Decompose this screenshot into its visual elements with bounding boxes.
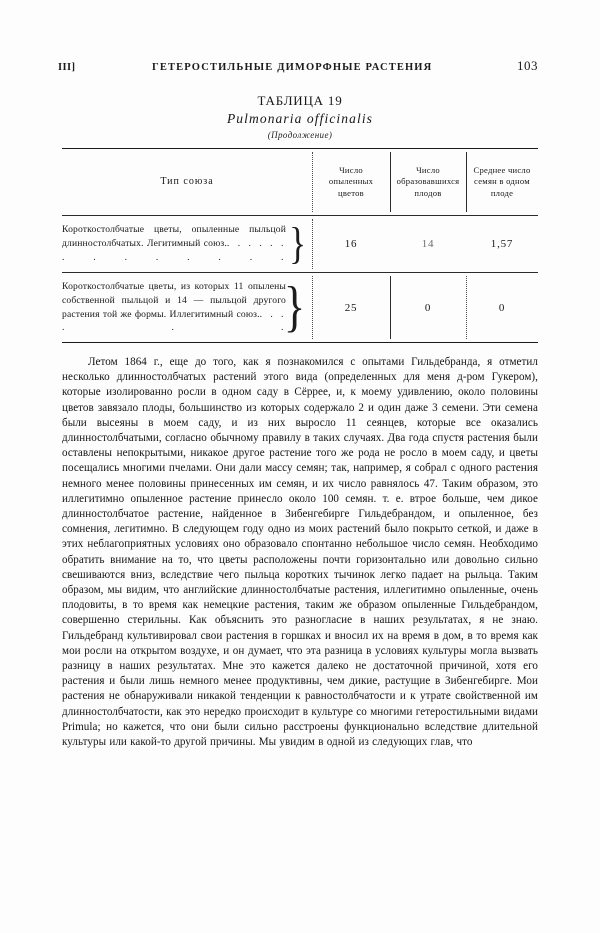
dot-leaders: . . . . . . . . . . . . . . [62, 237, 286, 263]
running-head-chapter-marker: III] [58, 62, 76, 73]
table-cell-pollinated-flowers: 25 [312, 273, 390, 343]
table-caption-block [62, 93, 538, 141]
table-header-label-description: Тип союза [160, 176, 214, 188]
table-header-row [62, 149, 538, 215]
running-head [58, 58, 538, 74]
table-header-label-pollinated-flowers: Число опыленных цветов [328, 164, 374, 198]
table-header-label-fruits-formed: Число образовавшихся плодов [396, 164, 460, 198]
table-row-description-label: Короткостолбчатые цветы, из которых 11 опылены собственной пыльцой и 14 — пыльцой другого растения той же формы. Иллегитимный союз. [62, 280, 286, 320]
table-cell-description [62, 216, 312, 272]
table-row-description-text [62, 273, 312, 343]
table-species-name: Pulmonaria officinalis [226, 110, 374, 126]
table-header-cell-description [62, 149, 312, 215]
table-cell-description [62, 273, 312, 343]
right-curly-brace-icon: } [288, 218, 306, 268]
table-header-cell-mean-seeds [466, 149, 538, 215]
table-header-cell-pollinated-flowers [312, 149, 390, 215]
table-cell-fruits-formed: 0 [390, 273, 466, 343]
table-cell-mean-seeds: 1,57 [490, 237, 514, 250]
table-row [62, 216, 538, 272]
dot-leaders: . . . . . . [62, 308, 286, 334]
table-row-description-text [62, 216, 312, 272]
right-curly-brace-icon: } [283, 275, 306, 338]
page-number: 103 [517, 58, 538, 73]
table-number: ТАБЛИЦА 19 [257, 93, 343, 108]
body-paragraph: Летом 1864 г., еще до того, как я познакомился с опытами Гильдебранда, я отметил несколько длинностолбчатых растений этого вида (определенных для меня д-ром Гукером), которые изолированно росли в одном саду в Сёррее, и, к моему удивлению, около половины цветов завязало плоды, большинство из которых содержало 2 и один даже 3 семени. Эти семена были высеяны в моем саду, и из них выросло 11 сеянцев, которые все оказались длинностолбчатыми, согласно обычному правилу в таких случаях. Два года спустя растения были оставлены непокрытыми, никакое другое растение того же рода не росло в моем саду, и цветы посещались многими пчелами. Они дали массу семян; так, например, я собрал с одного растения немного менее половины принесенных им семян, и их число равнялось 47. Таким образом, это иллегитимно опыленное растение принесло около 100 семян. т. е. втрое больше, чем дикое длинностолбчатое растение, найденное в Зибенгебирге Гильдебрандом, и опыленное, без сомнения, легитимно. В следующем году одно из моих растений было покрыто сеткой, и даже в этих неблагоприятных условиях оно образовало спонтанно небольшое число семян. Необходимо обратить внимание на то, что цветы расположены почти горизонтально или довольно сильно свешиваются вниз, вследствие чего пыльца коротких тычинок легко падает на рыльца. Таким образом, мы видим, что английские длинностолбчатые растения, иллегитимно опыленные, очень плодовиты, в то время как немецкие растения, таким же образом опыленные Гильдебрандом, совершенно стерильны. Как объяснить это разногласие в наших результатах, я не знаю. Гильдебранд культивировал свои растения в горшках и вносил их на время в дом, в то время как мои росли на открытом воздухе, и он думает, что эта разница в условиях культуры могла вызвать разницу в наших результатах. Мне это кажется далеко не достаточной причиной, хотя его растения и были лишь немного менее продуктивны, чем дикие, растущие в Зибенгебирге. Мои растения не обнаруживали никакой тенденции к равностолбчатости и к утрате свойственной им длинностолбчатости, как это нередко происходит в культуре со многими гетеростильными видами Primula; но кажется, что они были сильно расстроены функционально вследствие длительной культуры или какой-то другой причины. Мы увидим в одной из следующих глав, что [62, 356, 538, 749]
table-header-cell-fruits-formed [390, 149, 466, 215]
table-cell-mean-seeds: 0 [466, 273, 538, 343]
table-header-label-mean-seeds: Среднее число семян в одном плоде [473, 164, 531, 198]
table-row-description-label: Короткостолбчатые цветы, опыленные пыльцой длинностолбчатых. Легитимный союз. [62, 224, 286, 249]
table-cell-pollinated-flowers: 16 [312, 216, 390, 272]
data-table [62, 148, 538, 343]
table-cell-fruits-formed: 14 [421, 237, 435, 250]
running-head-title: ГЕТЕРОСТИЛЬНЫЕ ДИМОРФНЫЕ РАСТЕНИЯ [151, 62, 433, 73]
table-bottom-rule [62, 342, 538, 343]
table-continued-note: (Продолжение) [267, 130, 333, 141]
table-row [62, 273, 538, 343]
